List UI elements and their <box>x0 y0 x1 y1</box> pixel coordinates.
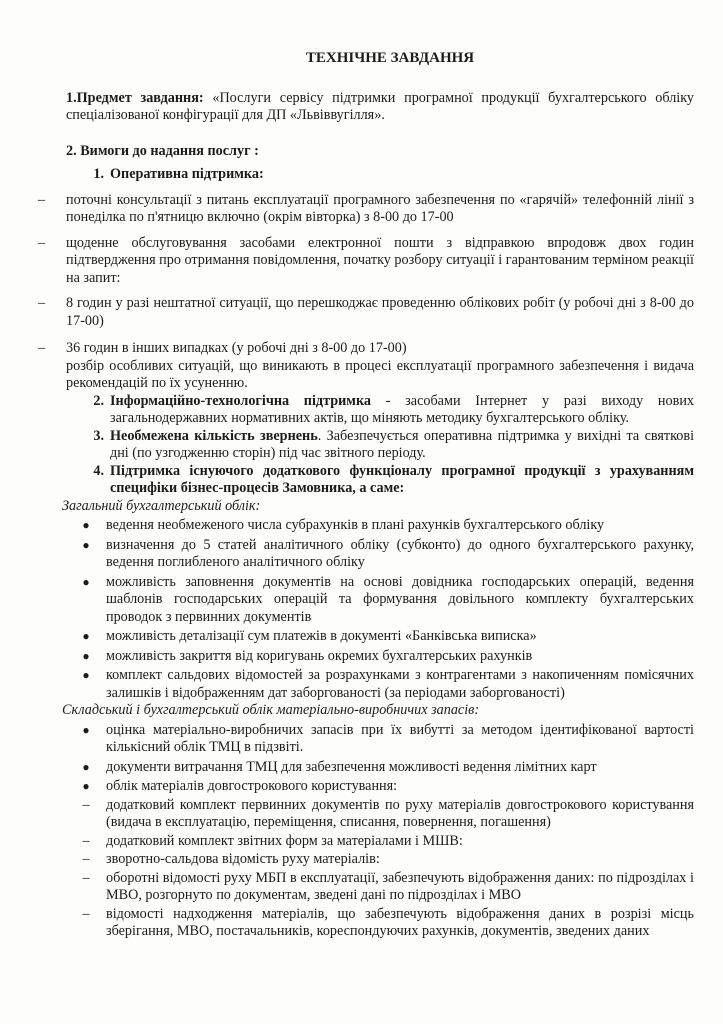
warehouse-item: ● документи витрачання ТМЦ для забезпечення можливості ведення лімітних карт <box>66 759 694 777</box>
general-accounting-item: ● ведення необмеженого числа субрахунків в плані рахунків бухгалтерського обліку <box>66 517 694 535</box>
bullet-icon: ● <box>82 537 90 552</box>
warehouse-subitem: – оборотні відомості руху МБП в експлуатації, забезпечують відображення даних: по підрозділах і МВО, розгорнуто по документам, зведені дані по підрозділах і МВО <box>82 869 694 903</box>
subject-text: «Послуги сервісу підтримки програмної продукції бухгалтерського обліку спеціалізованої конфігурації для ДП «Львіввугілля». <box>66 89 695 123</box>
bullet-icon: ● <box>82 668 90 682</box>
general-accounting-heading: Загальний бухгалтерський облік: <box>62 497 261 514</box>
info-support-item: 2. Інформаційно-технологічна підтримка - засобами Інтернет у разі виходу нових загальнодержавних нормативних актів, що міняють методику бухгалтерського обліку. <box>93 392 695 426</box>
bullet-icon: ● <box>82 518 90 532</box>
warehouse-item: ● облік матеріалів довгострокового користування: <box>66 778 694 796</box>
functional-support-item: 4. Підтримка існуючого додаткового функціоналу програмної продукції з урахуванням специфіки бізнес-процесів Замовника, а саме: <box>93 462 694 496</box>
operative-item: – щоденне обслуговування засобами електронної пошти з відправкою впродовж двох годин підтвердження про отримання повідомлення, початку розбору ситуації і гарантованим терміном реакції на запит: <box>38 234 694 286</box>
operative-support-heading: 1. Оперативна підтримка: <box>93 166 264 182</box>
warehouse-subitem: – відомості надходження матеріалів, що забезпечують відображення даних в розрізі місць зберігання, МВО, постачальників, кореспондуючих рахунків, документів, зведених даних <box>82 905 694 939</box>
operative-item: – 8 годин у разі нештатної ситуації, що перешкоджає проведенню облікових робіт (у робочі дні з 8-00 до 17-00) <box>38 295 694 329</box>
operative-after-text: розбір особливих ситуацій, що виникають в процесі експлуатації програмного забезпечення і видача рекомендацій по їх усуненню. <box>66 357 694 391</box>
bullet-icon: ● <box>82 629 90 643</box>
general-accounting-item: ● можливість деталізації сум платежів в документі «Банківська виписка» <box>66 628 694 646</box>
general-accounting-item: ● визначення до 5 статей аналітичного обліку (субконто) до одного бухгалтерського рахунку, ведення поглибленого аналітичного обліку <box>66 537 694 572</box>
warehouse-heading: Складський і бухгалтерський облік матеріально-виробничих запасів: <box>62 702 480 718</box>
subject-paragraph <box>66 90 694 125</box>
warehouse-item: ● оцінка матеріально-виробничих запасів при їх вибутті за методом ідентифікованої вартості кількісний облік ТМЦ в підзвіті. <box>66 722 694 757</box>
warehouse-subitem: – зворотно-сальдова відомість руху матеріалів: <box>82 851 380 867</box>
unlimited-requests-item: 3. Необмежена кількість звернень. Забезпечується оперативна підтримка у вихідні та святкові дні (по узгодженню сторін) під час звітного періоду. <box>93 427 695 461</box>
operative-item: – поточні консультації з питань експлуатації програмного забезпечення по «гарячій» телефонній лінії з понеділка по п'ятницю включно (окрім вівторка) з 8-00 до 17-00 <box>38 191 694 225</box>
bullet-icon: ● <box>82 722 90 737</box>
bullet-icon: ● <box>82 648 90 663</box>
document-body <box>38 50 695 941</box>
requirements-heading: 2. Вимоги до надання послуг : <box>66 142 259 159</box>
subject-label: 1.Предмет завдання: <box>66 89 204 106</box>
document-title: ТЕХНІЧНЕ ЗАВДАННЯ <box>305 50 475 66</box>
bullet-icon: ● <box>82 759 90 774</box>
general-accounting-item: ● можливість закриття від коригувань окремих бухгалтерських рахунків <box>66 648 694 666</box>
general-accounting-item: ● можливість заповнення документів на основі довідника господарських операцій, ведення шаблонів господарських операцій та формування довільного комплекту бухгалтерських проводок з первинних документів <box>66 574 694 627</box>
warehouse-subitem: – додатковий комплект звітних форм за матеріалами і МШВ: <box>82 832 463 849</box>
warehouse-subitem: – додатковий комплект первинних документів по руху матеріалів довгострокового користування (видача в експлуатацію, переміщення, списання, повернення, погашення) <box>82 796 694 830</box>
general-accounting-item: ● комплект сальдових відомостей за розрахунками з контрагентами з накопиченням помісячних залишків і відображенням дат заборгованості (за періодами заборгованості) <box>66 667 694 702</box>
operative-item: – 36 годин в інших випадках (у робочі дні з 8-00 до 17-00) <box>38 340 407 356</box>
bullet-icon: ● <box>82 779 90 793</box>
bullet-icon: ● <box>82 574 90 589</box>
